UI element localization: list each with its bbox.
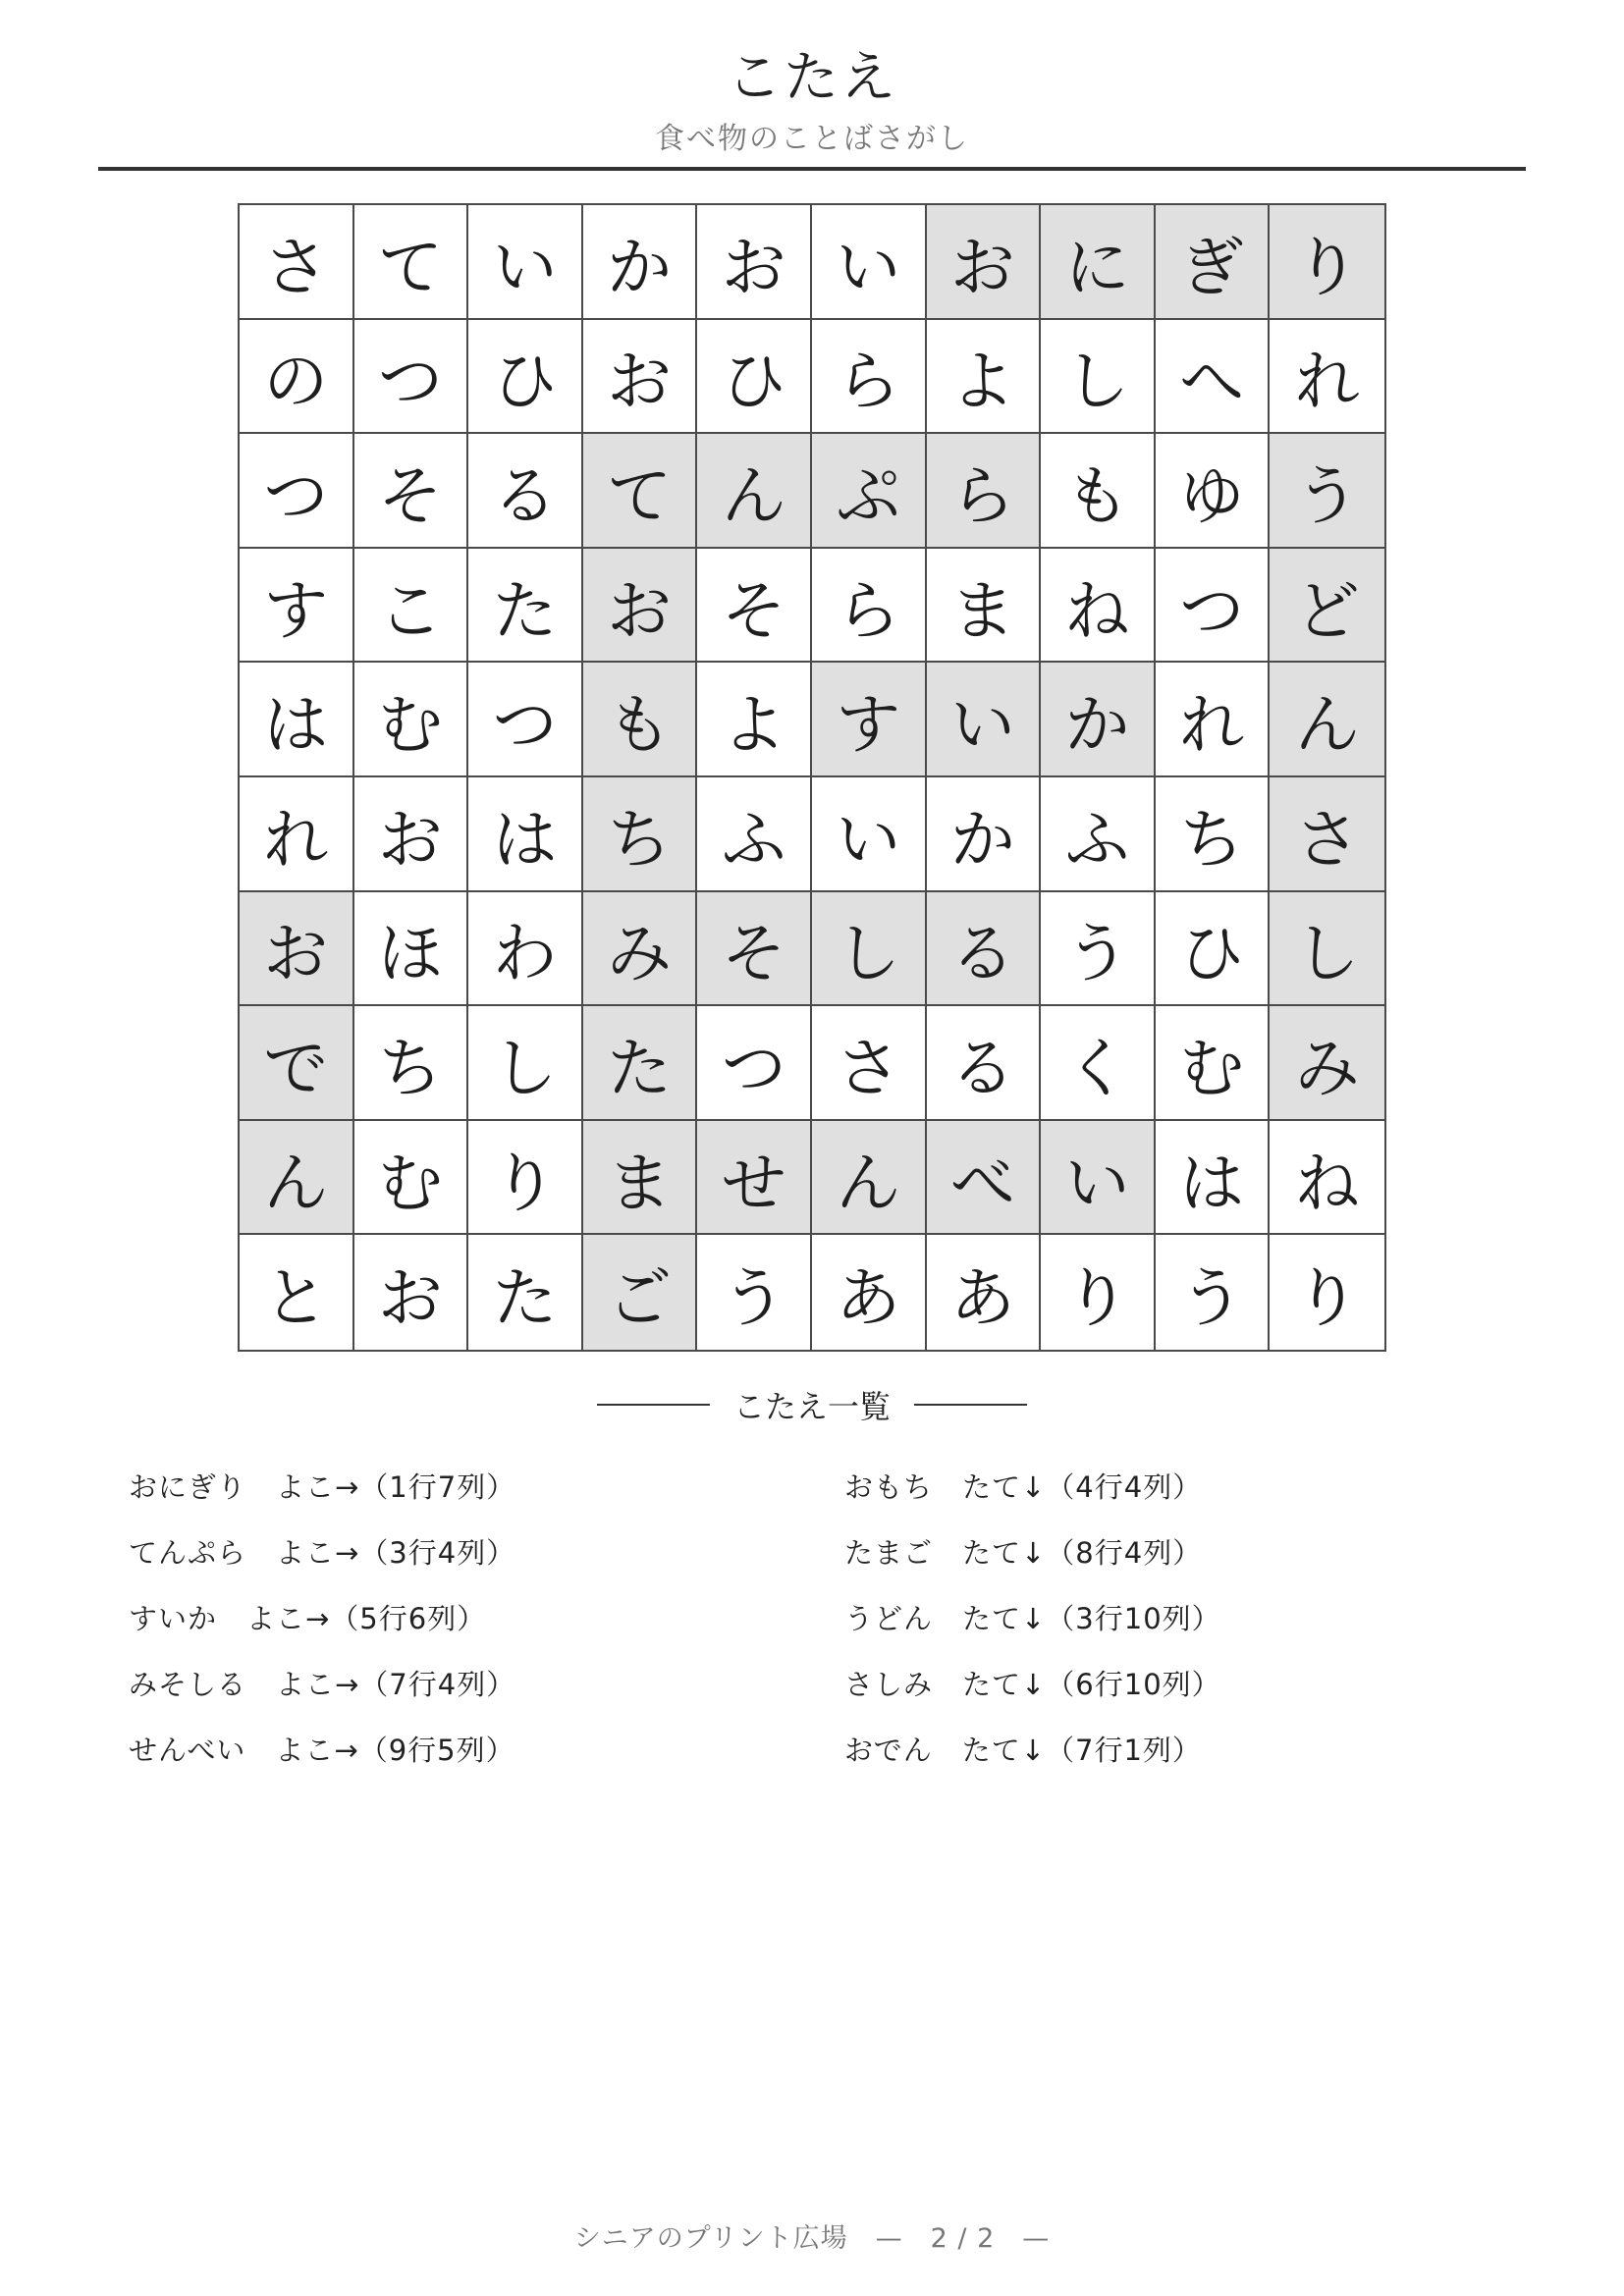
grid-cell: お	[240, 892, 354, 1007]
grid-cell: あ	[812, 1235, 927, 1350]
answer-item: みそしる よこ→（7行4列）	[129, 1668, 516, 1701]
grid-cell: う	[1041, 892, 1156, 1007]
grid-cell: そ	[697, 892, 812, 1007]
grid-cell: も	[1041, 434, 1156, 549]
grid-cell: し	[1041, 320, 1156, 435]
grid-cell: は	[468, 777, 583, 892]
grid-cell: る	[927, 892, 1042, 1007]
grid-cell: ぎ	[1156, 205, 1271, 320]
grid-cell: ら	[927, 434, 1042, 549]
grid-cell: べ	[927, 1121, 1042, 1236]
grid-cell: ん	[240, 1121, 354, 1236]
word-search-grid	[238, 203, 1386, 1352]
grid-cell: ね	[1270, 1121, 1384, 1236]
answer-column-right	[844, 1463, 1221, 1791]
grid-cell: ど	[1270, 549, 1384, 664]
grid-cell: い	[468, 205, 583, 320]
grid-cell: れ	[240, 777, 354, 892]
grid-cell: か	[1041, 663, 1156, 777]
grid-cell: り	[468, 1121, 583, 1236]
answer-item: たまご たて↓（8行4列）	[844, 1536, 1203, 1570]
grid-cell: み	[583, 892, 698, 1007]
grid-cell: す	[812, 663, 927, 777]
grid-cell: わ	[468, 892, 583, 1007]
heading-line-right	[914, 1404, 1027, 1406]
grid-cell: む	[1156, 1006, 1271, 1121]
grid-cell: ふ	[1041, 777, 1156, 892]
grid-cell: も	[583, 663, 698, 777]
grid-cell: い	[812, 777, 927, 892]
grid-cell: ち	[354, 1006, 469, 1121]
grid-cell: し	[1270, 892, 1384, 1007]
grid-cell: ひ	[1156, 892, 1271, 1007]
grid-cell: つ	[697, 1006, 812, 1121]
grid-cell: ら	[812, 320, 927, 435]
grid-cell: お	[583, 549, 698, 664]
grid-cell: ほ	[354, 892, 469, 1007]
grid-cell: せ	[697, 1121, 812, 1236]
grid-cell: ま	[583, 1121, 698, 1236]
grid-cell: し	[468, 1006, 583, 1121]
heading-line-left	[597, 1404, 710, 1406]
grid-cell: い	[1041, 1121, 1156, 1236]
grid-cell: ぷ	[812, 434, 927, 549]
grid-cell: へ	[1156, 320, 1271, 435]
grid-cell: そ	[354, 434, 469, 549]
grid-cell: お	[927, 205, 1042, 320]
grid-cell: さ	[1270, 777, 1384, 892]
grid-cell: ふ	[697, 777, 812, 892]
grid-cell: う	[697, 1235, 812, 1350]
page-footer: シニアのプリント広場 — 2 / 2 —	[573, 2223, 1051, 2254]
grid-cell: す	[240, 549, 354, 664]
grid-cell: ね	[1041, 549, 1156, 664]
grid-cell: て	[354, 205, 469, 320]
grid-cell: り	[1270, 1235, 1384, 1350]
grid-cell: お	[583, 320, 698, 435]
grid-cell: か	[927, 777, 1042, 892]
grid-cell: み	[1270, 1006, 1384, 1121]
grid-cell: し	[812, 892, 927, 1007]
grid-cell: ち	[1156, 777, 1271, 892]
grid-cell: い	[927, 663, 1042, 777]
grid-cell: で	[240, 1006, 354, 1121]
title-divider	[98, 167, 1526, 171]
grid-cell: は	[240, 663, 354, 777]
grid-cell: た	[468, 1235, 583, 1350]
grid-cell: ら	[812, 549, 927, 664]
page-title: こたえ	[727, 46, 897, 110]
grid-cell: た	[583, 1006, 698, 1121]
grid-cell: ん	[697, 434, 812, 549]
answer-item: すいか よこ→（5行6列）	[129, 1602, 487, 1635]
grid-cell: う	[1270, 434, 1384, 549]
grid-cell: よ	[927, 320, 1042, 435]
grid-cell: お	[354, 1235, 469, 1350]
grid-cell: ひ	[468, 320, 583, 435]
answer-item: さしみ たて↓（6行10列）	[844, 1668, 1221, 1701]
grid-cell: こ	[354, 549, 469, 664]
grid-cell: れ	[1270, 320, 1384, 435]
grid-cell: つ	[1156, 549, 1271, 664]
grid-cell: か	[583, 205, 698, 320]
answer-item: おもち たて↓（4行4列）	[844, 1470, 1203, 1504]
grid-cell: さ	[240, 205, 354, 320]
grid-cell: つ	[240, 434, 354, 549]
answer-item: せんべい よこ→（9行5列）	[129, 1734, 515, 1767]
grid-cell: お	[354, 777, 469, 892]
grid-cell: り	[1041, 1235, 1156, 1350]
grid-cell: つ	[354, 320, 469, 435]
grid-cell: あ	[927, 1235, 1042, 1350]
grid-cell: に	[1041, 205, 1156, 320]
grid-cell: ん	[812, 1121, 927, 1236]
grid-cell: む	[354, 1121, 469, 1236]
grid-cell: ゆ	[1156, 434, 1271, 549]
grid-cell: よ	[697, 663, 812, 777]
grid-cell: は	[1156, 1121, 1271, 1236]
grid-cell: お	[697, 205, 812, 320]
grid-cell: い	[812, 205, 927, 320]
grid-cell: う	[1156, 1235, 1271, 1350]
grid-cell: る	[927, 1006, 1042, 1121]
answer-item: おにぎり よこ→（1行7列）	[129, 1470, 516, 1504]
grid-cell: の	[240, 320, 354, 435]
grid-cell: く	[1041, 1006, 1156, 1121]
grid-cell: む	[354, 663, 469, 777]
grid-cell: る	[468, 434, 583, 549]
grid-cell: ち	[583, 777, 698, 892]
page-subtitle: 食べ物のことばさがし	[655, 122, 969, 156]
grid-cell: ま	[927, 549, 1042, 664]
grid-cell: れ	[1156, 663, 1271, 777]
grid-cell: て	[583, 434, 698, 549]
answer-list-title: こたえ一覧	[732, 1388, 891, 1425]
grid-cell: た	[468, 549, 583, 664]
grid-cell: ひ	[697, 320, 812, 435]
grid-cell: そ	[697, 549, 812, 664]
answer-item: うどん たて↓（3行10列）	[844, 1602, 1221, 1635]
grid-cell: つ	[468, 663, 583, 777]
answer-item: てんぷら よこ→（3行4列）	[129, 1536, 516, 1570]
grid-cell: り	[1270, 205, 1384, 320]
answer-item: おでん たて↓（7行1列）	[844, 1734, 1202, 1767]
grid-cell: ご	[583, 1235, 698, 1350]
grid-cell: さ	[812, 1006, 927, 1121]
grid-cell: ん	[1270, 663, 1384, 777]
answer-list-heading	[0, 1382, 1624, 1427]
answer-column-left	[129, 1463, 515, 1791]
grid-cell: と	[240, 1235, 354, 1350]
